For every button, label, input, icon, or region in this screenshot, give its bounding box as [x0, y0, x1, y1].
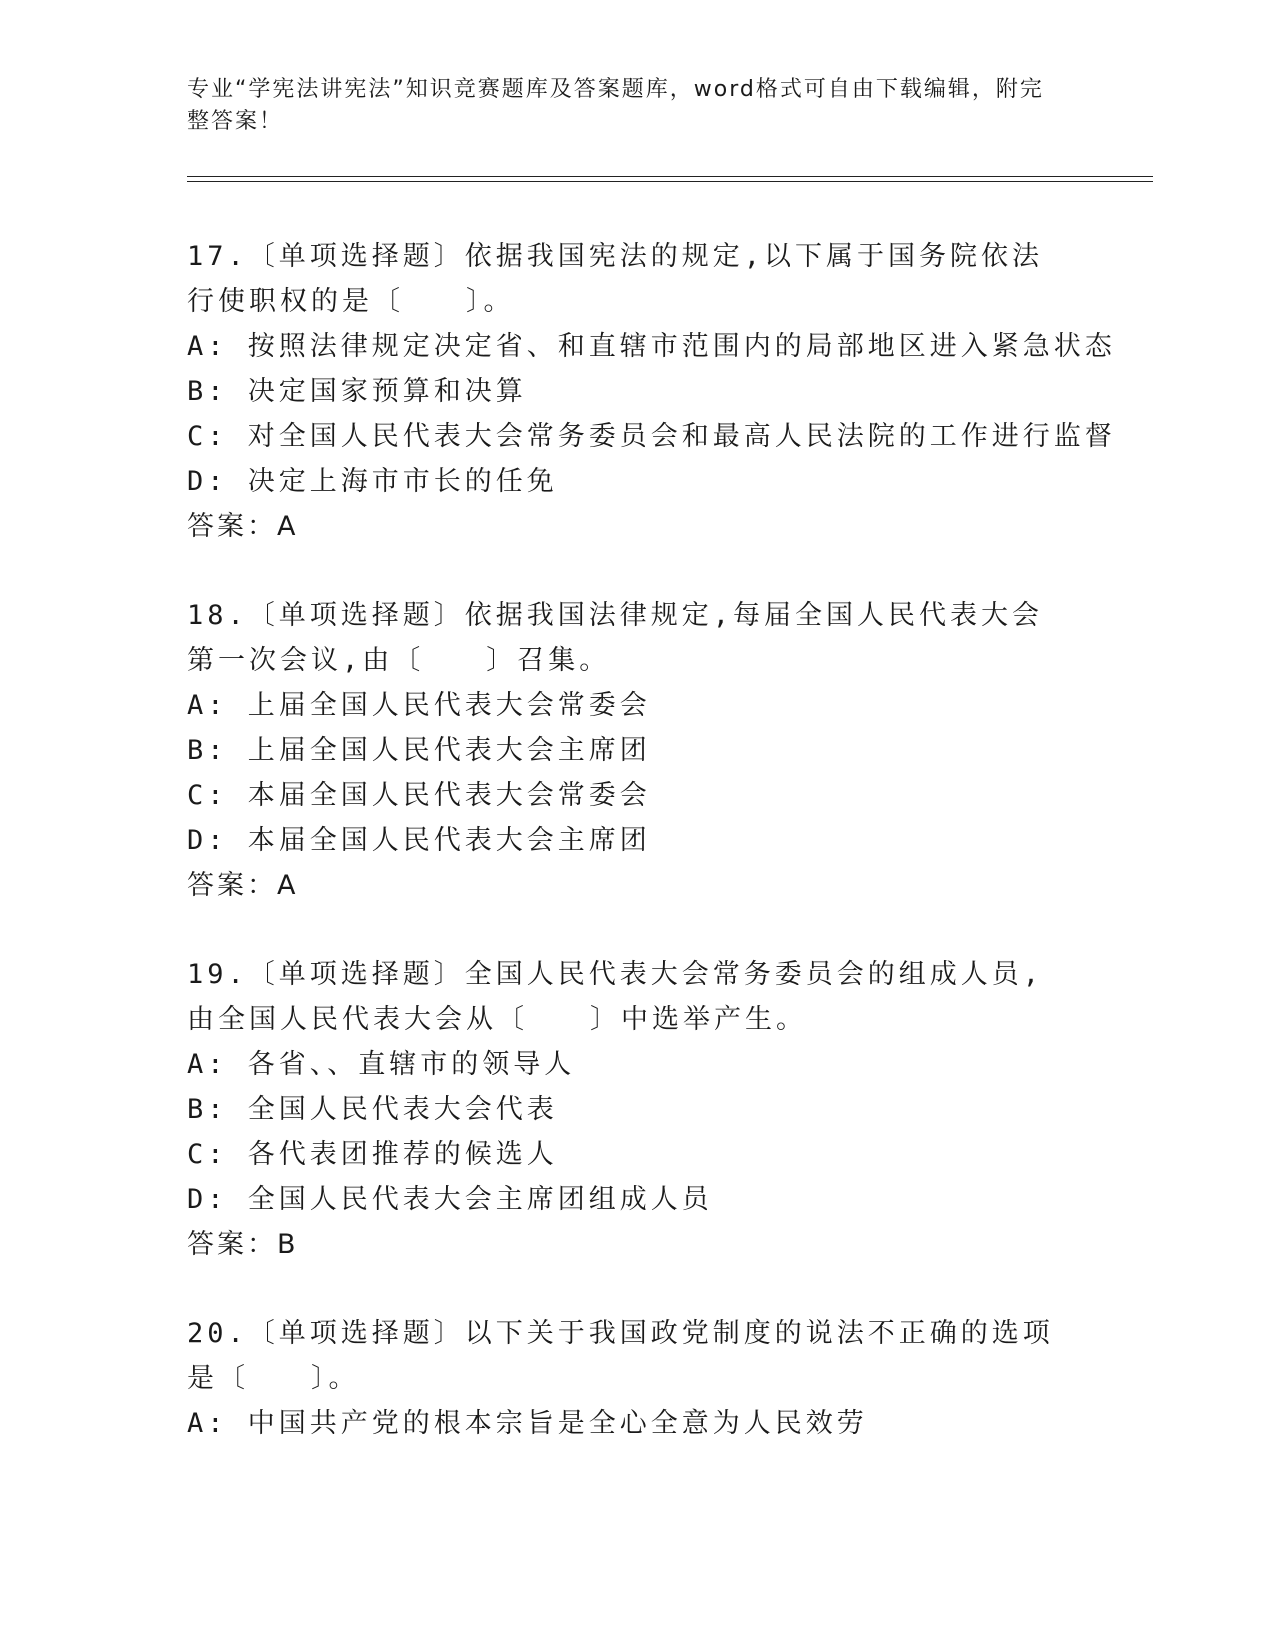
option-text: 中国共产党的根本宗旨是全心全意为人民效劳	[247, 1408, 868, 1439]
header-divider-bottom	[187, 181, 1153, 182]
question-20	[187, 1311, 1067, 1446]
option-letter: A:	[187, 1408, 248, 1439]
question-list	[187, 234, 1116, 1489]
option-b	[187, 728, 1067, 773]
option-letter: A:	[187, 331, 248, 362]
option-d	[187, 818, 1067, 863]
option-letter: A:	[187, 690, 248, 721]
option-text: 对全国人民代表大会常务委员会和最高人民法院的工作进行监督	[247, 421, 1116, 452]
option-b	[187, 1087, 1067, 1132]
option-b	[187, 369, 1067, 414]
answer-line: 答案：A	[187, 511, 299, 542]
option-letter: C:	[187, 1139, 248, 1170]
option-text: 本届全国人民代表大会常委会	[247, 780, 651, 811]
answer-line: 答案：A	[187, 870, 299, 901]
option-a	[187, 1042, 1067, 1087]
question-18	[187, 593, 1067, 909]
option-text: 全国人民代表大会代表	[247, 1094, 558, 1125]
page-header: 专业“学宪法讲宪法”知识竞赛题库及答案题库，word格式可自由下载编辑，附完整答案！	[187, 77, 1044, 134]
option-c	[187, 773, 1067, 818]
option-letter: B:	[187, 376, 248, 407]
question-stem: 20.〔单项选择题〕以下关于我国政党制度的说法不正确的选项是〔 〕。	[187, 1318, 1054, 1394]
option-text: 各代表团推荐的候选人	[247, 1139, 558, 1170]
question-stem: 18.〔单项选择题〕依据我国法律规定,每届全国人民代表大会第一次会议,由〔 〕召集。	[187, 600, 1044, 676]
answer-line: 答案：B	[187, 1229, 299, 1260]
option-text: 上届全国人民代表大会主席团	[247, 735, 651, 766]
header-divider-top	[187, 176, 1153, 177]
option-letter: D:	[187, 825, 248, 856]
option-letter: B:	[187, 735, 248, 766]
option-text: 上届全国人民代表大会常委会	[247, 690, 651, 721]
option-d	[187, 459, 1067, 504]
question-17	[187, 234, 1116, 550]
option-letter: A:	[187, 1049, 248, 1080]
question-stem: 17.〔单项选择题〕依据我国宪法的规定,以下属于国务院依法行使职权的是〔 〕。	[187, 241, 1044, 317]
option-letter: B:	[187, 1094, 248, 1125]
option-text: 按照法律规定决定省、和直辖市范围内的局部地区进入紧急状态	[247, 331, 1116, 362]
option-a	[187, 1401, 1067, 1446]
option-letter: D:	[187, 466, 248, 497]
option-d	[187, 1177, 1067, 1222]
option-letter: C:	[187, 780, 248, 811]
option-letter: C:	[187, 421, 248, 452]
option-text: 决定国家预算和决算	[247, 376, 527, 407]
option-c	[187, 1132, 1067, 1177]
option-a	[187, 683, 1067, 728]
question-stem: 19.〔单项选择题〕全国人民代表大会常务委员会的组成人员,由全国人民代表大会从〔 〕中选举产生。	[187, 959, 1044, 1035]
option-text: 决定上海市市长的任免	[247, 466, 558, 497]
option-a	[187, 324, 1116, 369]
option-text: 各省、、直辖市的领导人	[247, 1049, 576, 1080]
option-text: 本届全国人民代表大会主席团	[247, 825, 651, 856]
option-text: 全国人民代表大会主席团组成人员	[247, 1184, 713, 1215]
option-letter: D:	[187, 1184, 248, 1215]
question-19	[187, 952, 1067, 1268]
option-c	[187, 414, 1116, 459]
